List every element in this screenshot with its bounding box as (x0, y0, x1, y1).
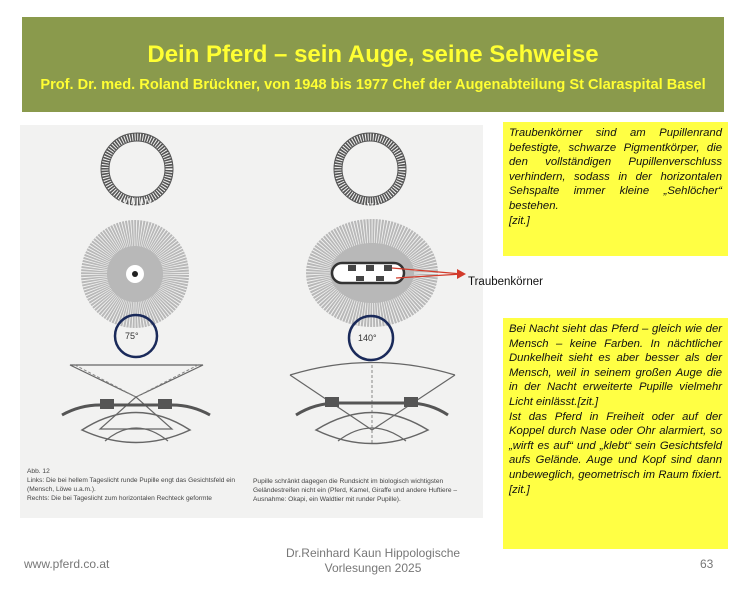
figure-caption-left: Abb. 12 Links: Die bei hellem Tageslicht runde Pupille engt das Gesichtsfeld ein (Mensch, Löwe u.a.m.). Rechts: Die bei Tageslicht zum horizontalen Rechteck geformte (27, 468, 236, 502)
eye-right-iris-b (404, 397, 418, 407)
traubenkorn-1 (348, 265, 356, 271)
eye-left-lid (62, 405, 210, 415)
pupil-diagram (20, 125, 483, 518)
arrow-head (457, 269, 466, 279)
traubenkorn-3 (384, 265, 392, 271)
figure-caption-right: Pupille schränkt dagegen die Rundsicht im biologisch wichtigsten Geländestreifen nicht ein (Pferd, Kamel, Giraffe und andere Huftiere – Ausnahme: Okapi, ein Waldtier mit runder Pupille). (253, 478, 458, 503)
note-nachtsicht: Bei Nacht sieht das Pferd – gleich wie der Mensch – keine Farben. In nächtlicher Dunkelheit sieht es aber besser als der Mensch, weil in seinem großen Auge die in der Nacht erweiterte Pupille vielmehr Licht einlässt.[zit.] Ist das Pferd in Freiheit oder auf der Koppel durch Nase oder Ohr alarmiert, so „wirft es auf“ und „klebt“ sein Gesichtsfeld aufs Gelände. Auge und Kopf sind dann unbeweglich, geometrisch im Raum fixiert.[zit.] (503, 318, 728, 549)
eye-left-iris-a (100, 399, 114, 409)
traubenkorn-2 (366, 265, 374, 271)
page-title: Dein Pferd – sein Auge, seine Sehweise (147, 41, 599, 68)
title-banner (22, 17, 724, 112)
eye-diagram-figure (20, 125, 483, 518)
visual-field-left-upper (70, 365, 203, 397)
angle-label-right: 140° (358, 333, 377, 343)
round-pupil-center (132, 271, 138, 277)
visual-field-right-arc (290, 363, 455, 376)
angle-label-left: 75° (125, 331, 139, 341)
traubenkorn-4 (356, 276, 364, 281)
footer-website: www.pferd.co.at (24, 557, 110, 571)
page-number: 63 (700, 557, 714, 571)
eye-left-iris-b (158, 399, 172, 409)
eye-right-iris-a (325, 397, 339, 407)
footer-lecture: Dr.Reinhard Kaun Hippologische Vorlesungen 2025 (285, 546, 461, 575)
note-traubenkoerner: Traubenkörner sind am Pupillenrand befestigte, schwarze Pigmentkörper, die den vollständigen Pupillenverschluss verhindern, sodass in der horizontalen Sehspalte immer kleine „Sehlöcher“ bestehen. [zit.] (503, 122, 728, 256)
traubenkoerner-label: Traubenkörner (468, 276, 544, 288)
page-subtitle: Prof. Dr. med. Roland Brückner, von 1948 bis 1977 Chef der Augenabteilung St Claraspital Basel (40, 77, 706, 93)
traubenkorn-5 (376, 276, 384, 281)
eye-left-curve (105, 428, 168, 441)
